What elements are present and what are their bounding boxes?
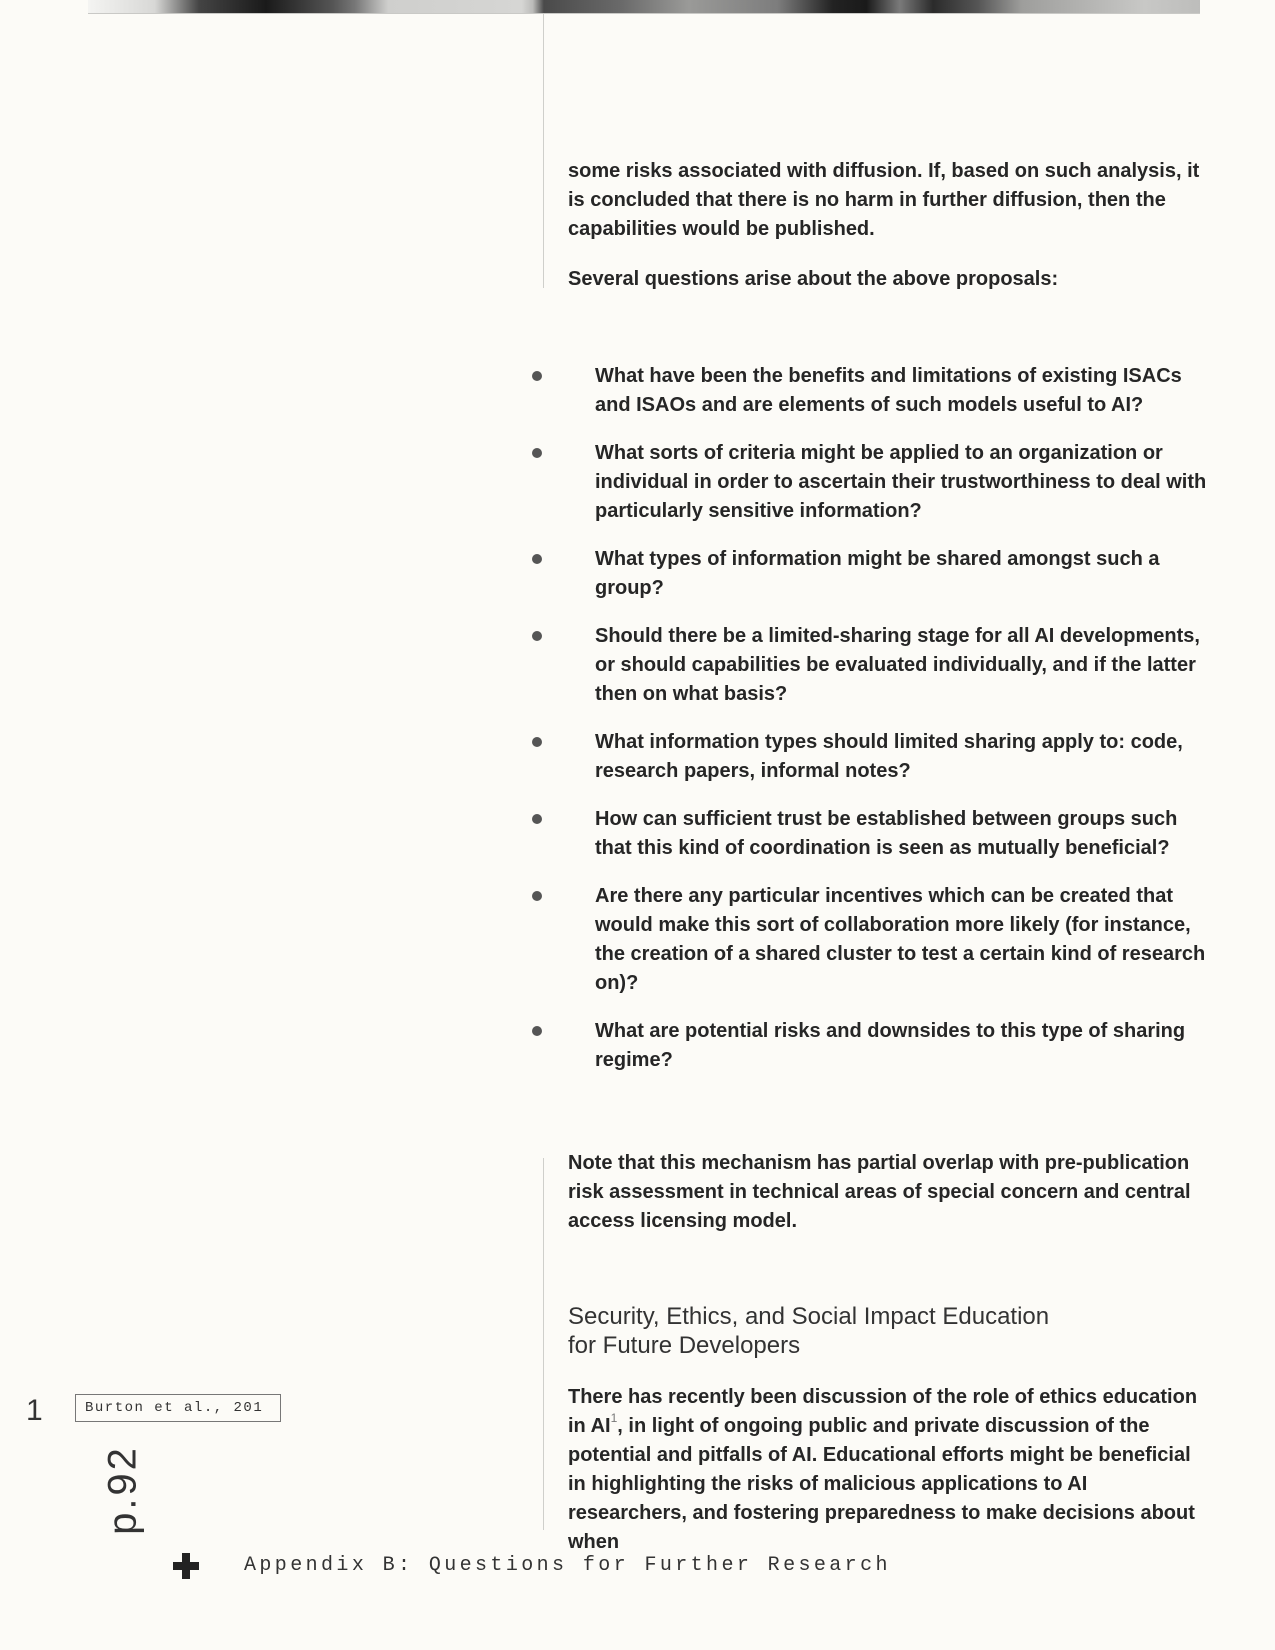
list-item-text: Should there be a limited-sharing stage for all AI developments, or should capabilities be evaluated individually, and if the latter then on what basis? — [595, 625, 1200, 705]
list-item-text: Are there any particular incentives which can be created that would make this sort of collaboration more likely (for instance, the creation of a shared cluster to test a certain kind of research on)? — [595, 885, 1206, 994]
list-item — [530, 439, 1210, 526]
section-heading-line2: for Future Developers — [568, 1332, 801, 1359]
footnote-marker[interactable]: 1 — [610, 1411, 618, 1425]
column-rule-top — [543, 14, 544, 288]
list-item — [530, 882, 1210, 998]
intro-paragraph: some risks associated with diffusion. If, based on such analysis, it is concluded that there is no harm in further diffusion, then the capabilities would be published. — [568, 160, 1200, 240]
bullet-dot-icon — [532, 371, 542, 381]
top-gradient-bar — [88, 0, 1200, 14]
bullet-dot-icon — [532, 814, 542, 824]
education-paragraph — [568, 1383, 1208, 1557]
plus-icon — [173, 1553, 199, 1579]
bullet-dot-icon — [532, 1026, 542, 1036]
footer-section-title: Appendix B: Questions for Further Research — [244, 1554, 891, 1577]
list-item — [530, 545, 1210, 603]
list-item-text: How can sufficient trust be established between groups such that this kind of coordination is seen as mutually beneficial? — [595, 808, 1178, 859]
page-number: p.92 — [100, 1445, 145, 1535]
questions-intro: Several questions arise about the above proposals: — [568, 268, 1059, 290]
bullet-dot-icon — [532, 737, 542, 747]
list-item — [530, 622, 1210, 709]
bullet-dot-icon — [532, 448, 542, 458]
list-item-text: What sorts of criteria might be applied to an organization or individual in order to ascertain their trustworthiness to deal with particularly sensitive information? — [595, 442, 1207, 522]
question-list — [530, 362, 1210, 1094]
note-paragraph: Note that this mechanism has partial overlap with pre-publication risk assessment in technical areas of special concern and central access licensing model. — [568, 1152, 1191, 1232]
list-item — [530, 728, 1210, 786]
list-item — [530, 805, 1210, 863]
list-item — [530, 1017, 1210, 1075]
list-item-text: What have been the benefits and limitations of existing ISACs and ISAOs and are elements of such models useful to AI? — [595, 365, 1182, 416]
list-item-text: What information types should limited sharing apply to: code, research papers, informal notes? — [595, 731, 1183, 782]
reference-citation[interactable]: Burton et al., 201 — [75, 1394, 281, 1422]
margin-footnote-number: 1 — [26, 1394, 43, 1427]
section-heading-line1: Security, Ethics, and Social Impact Education — [568, 1303, 1050, 1330]
list-item-text: What are potential risks and downsides to this type of sharing regime? — [595, 1020, 1186, 1071]
list-item — [530, 362, 1210, 420]
bullet-dot-icon — [532, 891, 542, 901]
list-item-text: What types of information might be shared amongst such a group? — [595, 548, 1160, 599]
column-rule-bottom — [543, 1158, 544, 1530]
education-text-part2: , in light of ongoing public and private discussion of the potential and pitfalls of AI. Educational efforts might be beneficial in highlighting the risks of malicious applications to AI researchers, and fostering preparedness to make decisions about when — [568, 1415, 1195, 1553]
bullet-dot-icon — [532, 631, 542, 641]
bullet-dot-icon — [532, 554, 542, 564]
section-heading — [568, 1302, 1168, 1360]
education-text-part1: There has recently been discussion of the role of ethics education in AI — [568, 1386, 1198, 1437]
